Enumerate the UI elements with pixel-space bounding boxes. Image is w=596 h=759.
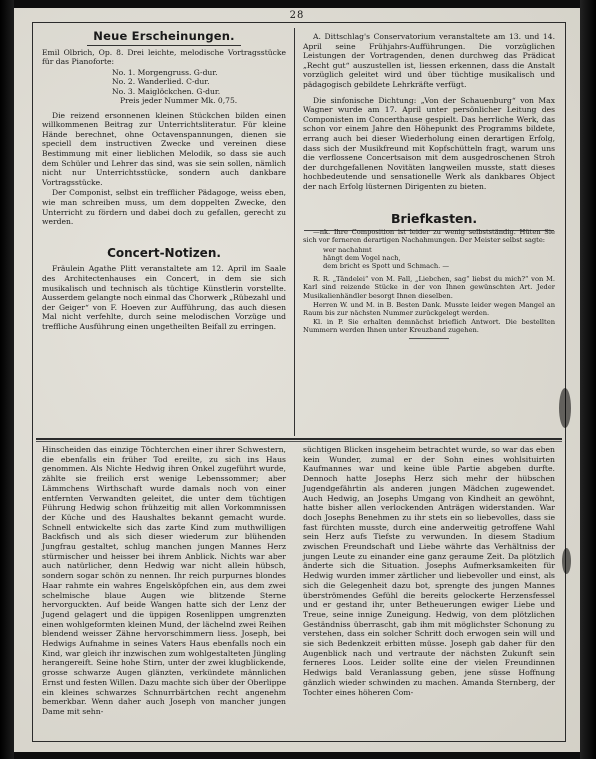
review-paragraph: Die reizend ersonnenen kleinen Stückchen bilden einen willkommenen Beitrag zur Unterrichtsliteratur. Für kleine Hände berechnet, ohne Octavenspannungen, dienen sie speciell dem instructiven Zwecke und vereinen diese Bestimmung mit einer lieblichen Melodik, so dass sie auch dem Schüler und Lehrer das sind, was sie sein sollen, nämlich nicht nur Unterrichtsstücke, sondern auch dankbare Vortragsstücke.	[42, 110, 286, 187]
verse	[323, 246, 555, 271]
feuilleton-rule	[36, 438, 562, 440]
verse-line: wer nachahmt	[323, 245, 372, 254]
heading-concert-notizen: Concert-Notizen.	[107, 245, 221, 260]
concert-paragraph: Fräulein Agathe Plitt veranstaltete am 12. April im Saale des Architectenhauses ein Concert, in dem sie sich musikalisch und technisch als tüchtige Künstlerin vorstellte. Ausserdem gelangte noch einmal das Chorwerk „Rübezahl und der Geiger“ von F. Hoeven zur Aufführung, das auch diesen Mal nicht verfehlte, durch seine melodischen Vorzüge und treffliche Ausführung einen ungetheilten Beifall zu erringen.	[42, 264, 286, 331]
olbrich-intro: Emil Olbrich, Op. 8. Drei leichte, melodische Vortragsstücke für das Pianoforte:	[42, 47, 286, 67]
feuilleton-rule-thin	[36, 441, 562, 442]
scan-edge-left	[0, 0, 14, 759]
column-divider	[294, 28, 295, 436]
heading-briefkasten: Briefkasten.	[391, 210, 478, 226]
piece-list	[112, 68, 286, 96]
conservatorium-paragraph: A. Dittschlag's Conservatorium veranstaltete am 13. und 14. April seine Frühjahrs-Aufführungen. Die vorzüglichen Leistungen der Vortragenden, denen durchweg das Prädicat „Recht gut“ auszustellen ist, liessen erkennen, dass die Anstalt vorzüglich geleitet wird und über tüchtige musikalisch und pädagogisch gebildete Lehrkräfte verfügt.	[303, 32, 555, 89]
feuilleton-left	[42, 445, 286, 718]
feuilleton-right	[303, 445, 555, 698]
feuilleton-text: Hinscheiden das einzige Töchterchen einer ihrer Schwestern, die ebenfalls ein früher Tod ereilte, zu sich ins Haus genommen. Als Nichte Hedwig ihren Onkel zugeführt wurde, zählte sie freilich erst wenige Lebenssommer; aber Lämmchens Wirthschaft wurde damals noch von einer entfernten Verwandten geleitet, die unter dem tüchtigen Führung Hedwig schon frühzeitig mit allen Vorkommnissen der Küche und des Haushaltes bekannt gemacht wurde. Schnell entwickelte sich das zarte Kind zum muthwilligen Backfisch und als sich dieser wiederum zur blühenden Jungfrau gestaltet, schlug manchen jungen Mannes Herz stürmischer und heisser bei ihrem Anblick. Nichts war aber auch natürlicher, denn Hedwig war nicht allein hübsch, sondern sogar schön zu nennen. Ihr reich purpurnes blondes Haar rahmte ein wahres Engelsköpfchen ein, aus dem zwei schelmische blaue Augen wie blitzende Sterne hervorguckten. Auf beide Wangen hatte sich der Lenz der Jugend gelagert und die üppigen Rosenlippen umgrenzten einen wohlgeformten kleinen Mund, der lächelnd zwei Reihen blendend weisser Zähne hervorschimmern liess. Joseph, bei Hedwigs Aufnahme in seines Vaters Haus ebenfalls noch ein Kind, war gleich ihr inzwischen zum wohlgestalteten Jüngling herangereift. Seine hohe Stirn, unter der zwei klugblickende, grosse schwarze Augen glänzten, verkündete männlichen Ernst und festen Willen. Dazu machte sich über der Oberlippe ein kleines schwarzes Schnurrbärtchen recht angenehm bemerkbar. Wenn daher auch Joseph von mancher jungen Dame mit sehn-	[42, 445, 286, 716]
letter-reply: Kl. in P. Sie erhalten demnächst brieflich Antwort. Die bestellten Nummern werden Ihnen unter Kreuzband zugehen.	[303, 318, 555, 335]
scan-smudge	[559, 388, 571, 428]
list-item: No. 3. Maiglöckchen. G-dur.	[112, 86, 221, 96]
verse-rule	[409, 338, 449, 339]
letter-reply: R. R. „Tändelei“ von M. Fall, „Liebchen, sag“ liebst du mich?“ von M. Karl sind reizende Stücke in der von Ihnen gewünschten Art. Jeder Musikalienhändler besorgt Ihnen dieselben.	[303, 275, 555, 300]
heading-neue-erscheinungen: Neue Erscheinungen.	[42, 32, 286, 42]
letter-reply: Herren W. und M. in B. Besten Dank. Musste leider wegen Mangel an Raum bis zur nächsten Nummer zurückgelegt werden.	[303, 300, 555, 317]
page-content	[14, 8, 580, 752]
schauenburg-paragraph: Die sinfonische Dichtung: „Von der Schauenburg“ von Max Wagner wurde am 17. April unter persönlicher Leitung des Componisten im Concerthause gespielt. Das herrliche Werk, das schon vor einem Jahre den Höhepunkt des Programms bildete, errang auch bei dieser Wiederholung einen derartigen Erfolg, dass sich der Musikfreund mit Kopfschütteln fragt, warum uns die verflossene Concertsaison mit dem ausgedroschenen Stroh der durchgefallenen Novitäten langweilen musste, statt dieses hochbedeutende und sensationelle Werk als dankbares Object der nach Erfolg lüsternen Dirigenten zu bieten.	[303, 95, 555, 191]
left-column	[42, 29, 286, 332]
price-line: Preis jeder Nummer Mk. 0,75.	[120, 96, 238, 105]
page-number: 28	[289, 10, 305, 21]
scan-edge-right	[580, 0, 596, 759]
feuilleton-text: süchtigen Blicken insgeheim betrachtet wurde, so war das eben kein Wunder, zumal er der Sohn eines wohlsituirten Kaufmannes war und keine üble Partie abgeben durfte. Dennoch hatte Josephs Herz sich mehr der hübschen Jugendgefährtin als anderen jungen Mädchen zugewendet. Auch Hedwig, an Josephs Umgang von Kindheit an gewöhnt, hatte bisher allen verlockenden Anträgen widerstanden. War doch Josephs Benehmen zu ihr stets ein so liebevolles, dass sie fast fürchten musste, durch eine anderweitig getroffene Wahl sein Herz aufs Tiefste zu verwunden. In diesem Stadium zwischen Freundschaft und Liebe währte das Verhältniss der jungen Leute zu einander eine ganz geraume Zeit. Da plötzlich änderte sich die Situation. Josephs Aufmerksamkeiten für Hedwig wurden immer zärtlicher und liebevoller und einst, als sich die Gelegenheit dazu bot, sprengte des jungen Mannes überströmendes Gefühl die bereits gelockerte Herzensfessel und er gestand ihr, unter Betheuerungen ewiger Liebe und Treue, seine innige Zuneigung. Hedwig, von dem plötzlichen Geständniss überrascht, gab ihm mit möglichster Schonung zu verstehen, dass ein solcher Schritt doch erwogen sein will und sie sich Bedenkzeit erbitten müsse. Joseph gab daher für den Augenblick nach und vertraute der nächsten Zukunft sein ferneres Loos. Leider sollte eine der vielen Freundinnen Hedwigs bald Veranlassung geben, jene süsse Hoffnung gänzlich wieder schwinden zu machen. Amanda Sternberg, der Tochter eines höheren Com-	[303, 445, 555, 697]
list-item: No. 2. Wanderlied. C-dur.	[112, 77, 210, 87]
review-paragraph: Der Componist, selbst ein trefflicher Pädagoge, weiss eben, wie man schreiben muss, um dem doppelten Zwecke, den Unterricht zu fördern und dabei doch zu gefallen, gerecht zu werden.	[42, 188, 286, 227]
verse-line: dem bricht es Spott und Schmach. —	[323, 261, 450, 270]
list-item: No. 1. Morgengruss. G-dur.	[112, 67, 218, 77]
right-column	[303, 32, 555, 336]
verse-line: hängt dem Vogel nach,	[323, 253, 401, 262]
letter-reply: —nk. Ihre Composition ist leider zu wenig selbstständig. Hüten Sie sich vor ferneren derartigen Nachahmungen. Der Meister selbst sagte:	[303, 228, 555, 245]
scan-smudge	[562, 548, 571, 574]
